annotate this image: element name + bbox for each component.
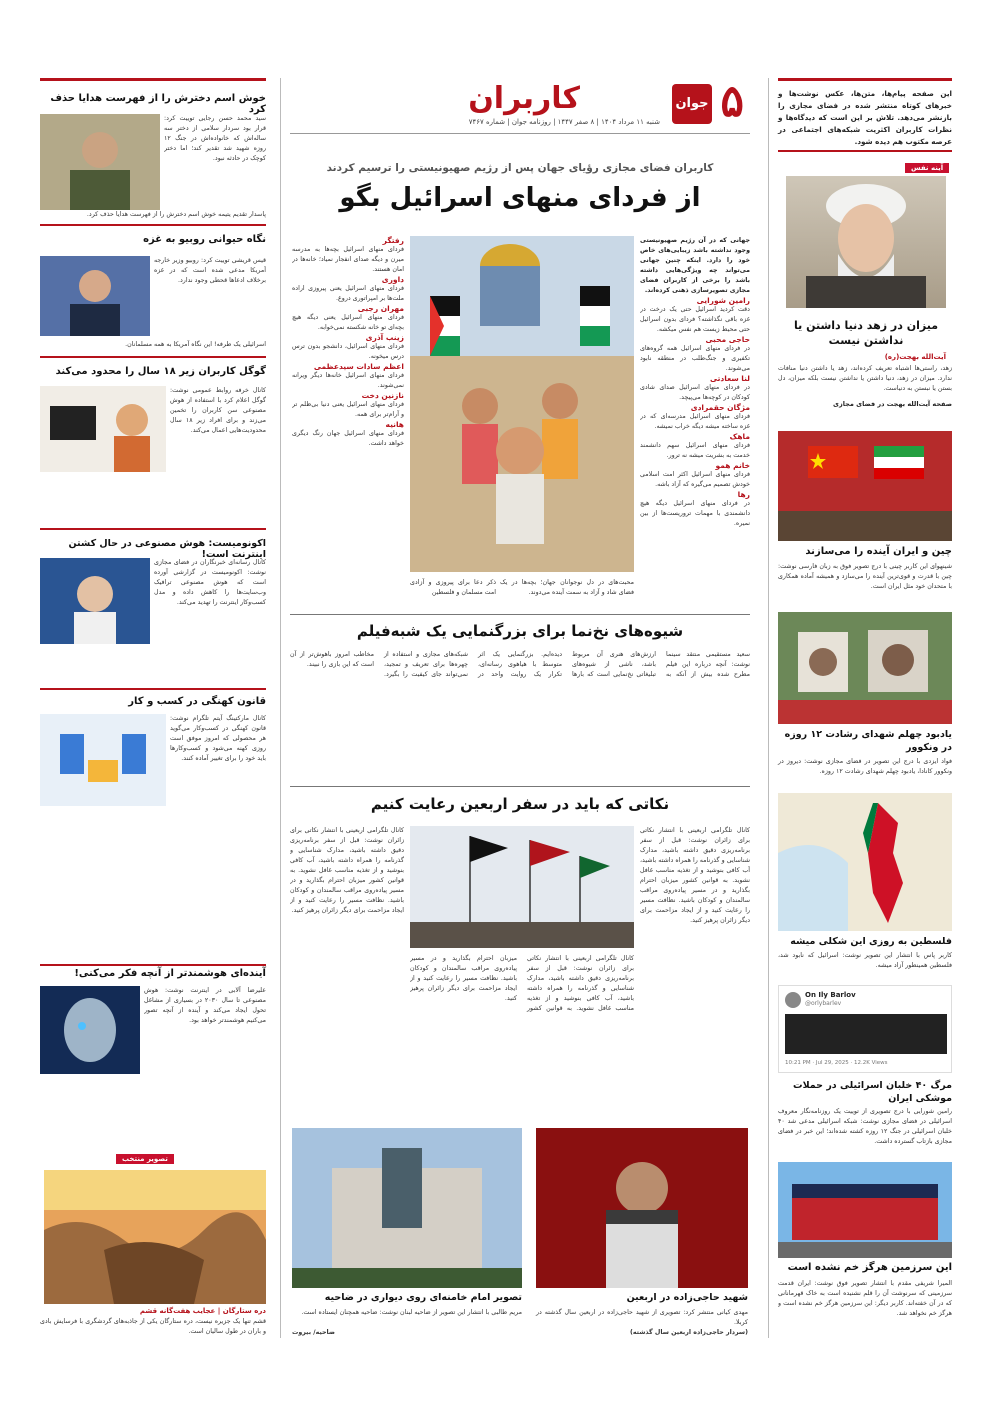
quote-left-3: [292, 333, 404, 362]
mizan-author: آیت‌الله بهجت(ره): [884, 353, 946, 361]
quote-right-5: [640, 461, 750, 490]
quote-text: در فردای منهای اسرائیل همه گروه‌های تکفیری و جنگ‌طلب در منطقه نابود می‌شوند.: [640, 345, 750, 372]
ai-child-illustration: [40, 558, 150, 644]
quote-text: فردای منهای اسرائیل سهم دانشمند خدمت به بشریت میشه نه ترور.: [640, 442, 750, 459]
main-kicker: کاربران فضای مجازی رؤیای جهان پس از رژیم صهیونیستی را ترسیم کردند: [326, 162, 714, 174]
photo2-body: مهدی کیانی منتشر کرد: تصویری از شهید حاجی‌زاده در اربعین سال گذشته در کربلا.: [536, 1309, 748, 1326]
mizan-body: زهد، راستی‌ها اشتباه تعریف کرده‌اند، زهد یا داشتن دنیا منافات ندارد. میزان در زهد، دنیا داشتن یا نداشتن نیست بلکه میزان، دل بستن یا نبستن به دنیاست.: [778, 365, 952, 392]
quote-right-3: [640, 403, 750, 432]
bahjat-portrait: [786, 176, 946, 308]
china-body: شینهوای این کاربر چینی با درج تصویر فوق به زبان فارسی نوشت: چین با قدرت و قوی‌ترین آینده را می‌سازد و همیشه آماده همکاری با متحدان خود مثل ایران است.: [778, 563, 952, 590]
photo-caption: محبت‌های در دل نوجوانان جهان؛ بچه‌ها در یک فضای شاد و آزاد به سمت آینده می‌دوند.: [500, 579, 634, 596]
quote-name: نازنین دخت: [361, 391, 404, 400]
photo1-body: مریم طالبی با انتشار این تصویر از ضاحیه لبنان نوشت: ضاحیه همچنان ایستاده است.: [301, 1309, 522, 1316]
palestine-map: [778, 793, 952, 931]
photo1-credit: ضاحیه/ بیروت: [292, 1329, 335, 1336]
quote-name: رفتگر: [382, 236, 404, 245]
arbaeen-title: نکاتی که باید در سفر اربعین رعایت کنیم: [370, 795, 670, 813]
divider: [40, 356, 266, 358]
item5-body: کانال مارکتینگ آیتم تلگرام نوشت: قانون کهنگی در کسب‌وکار می‌گوید هر محصولی که امروز موفق است روزی کهنه می‌شود و کسب‌وکارها باید خود را برای تغییر آماده کنند.: [170, 715, 266, 762]
commander-photo: [40, 114, 160, 210]
quote-name: هانیه: [385, 420, 404, 429]
china-title: چین و ایران آینده را می‌سازند: [805, 546, 952, 557]
vancouver-memorial-photo: [778, 612, 952, 724]
valley-illustration: [44, 1170, 266, 1304]
quote-right-1: [640, 335, 750, 374]
divider: [40, 688, 266, 690]
mizan-source: صفحه آیت‌الله بهجت در فضای مجازی: [833, 400, 952, 408]
quote-right-2: [640, 374, 750, 403]
item6-body: علیرضا آلابی در اینترنت نوشت: هوش مصنوعی تا سال ۲۰۳۰ در بسیاری از مشاغل تحول ایجاد می‌کند و آینده از آنچه تصور می‌کنیم هوشمندتر خواهد بود.: [144, 987, 266, 1024]
quote-text: فردای منهای اسرائیل بچه‌ها به مدرسه میرن و دیگه صدای انفجار نمیاد؛ خانه‌ها در امان هستند.: [292, 246, 404, 273]
map-illustration: [778, 793, 952, 931]
stars-valley-photo: [44, 1170, 266, 1304]
item3-body: کانال خرفه روابط عمومی نوشت: گوگل اعلام کرد با استفاده از هوش مصنوعی سن کاربران را تخمین می‌زند و برای افراد زیر ۱۸ سال محدودیت‌هایی اعمال می‌کند.: [170, 387, 266, 434]
mirror-badge: آینه نفس: [905, 163, 949, 173]
photo2-title: شهید حاجی‌زاده در اربعین: [626, 1292, 748, 1303]
masthead: [290, 78, 750, 130]
tweet-image: [785, 1014, 947, 1054]
rubio-photo: [40, 256, 150, 336]
quote-left-0: [292, 236, 404, 275]
children-running-photo: [410, 236, 634, 572]
martyrs-title: یادبود چهلم شهدای رشادت ۱۲ روزه در ونکوور: [784, 729, 952, 753]
quote-text: فردای منهای اسرائیل اکثر امت اسلامی خودش تصمیم می‌گیره که آزاد باشه.: [640, 471, 750, 488]
item4-title: اکونومیست: هوش مصنوعی در حال کشتن اینترنت است!: [68, 538, 266, 560]
quote-text: فردای منهای اسرائیل یعنی پیروزی اراده ملت‌ها بر امپراتوری دروغ.: [292, 285, 404, 302]
feature-bottom-rule: [290, 614, 750, 615]
martyrs-body: فواد ایزدی با درج این تصویر در فضای مجازی نوشت: دیروز در ونکوور کانادا، یادبود چهلم شهدای رشادت ۱۲ روزه.: [778, 758, 952, 775]
divider: [778, 150, 952, 152]
quote-left-5: [292, 391, 404, 420]
portrait-illustration: [786, 176, 946, 308]
item2-caption: اسرائیلی یک طرفه! این نگاه آمریکا به همه مسلمانان.: [125, 341, 266, 348]
main-lead: جهانی که در آن رژیم صهیونیستی وجود نداشته باشد زیبایی‌های خاص خود را دارد. اینکه چنین جهانی می‌تواند چه ویژگی‌هایی داشته باشد را برخی از کاربران فضای مجازی تصویرسازی ذهنی کرده‌اند.: [640, 237, 750, 294]
quote-left-2: [292, 304, 404, 333]
quote-right-0: [640, 296, 750, 335]
robot-illustration: [40, 986, 140, 1074]
quote-name: خانم همو: [715, 461, 750, 470]
quotes-left: [292, 236, 404, 606]
tweet-time: 10:21 PM · Jul 29, 2025 · 12.2K Views: [785, 1060, 888, 1066]
tweet-handle: @orlybarlev: [805, 1000, 842, 1007]
quotes-right: [640, 296, 750, 626]
quote-left-4: [292, 362, 404, 391]
mural-photo: [778, 1162, 952, 1258]
quote-text: دقت کردید اسرائیل حتی یک درخت در غزه باقی نگذاشته؟ فردای بدون اسرائیل حتی محیط زیست هم نفس میکشه.: [640, 306, 750, 333]
item1-body: سید محمد حسن رجایی توییت کرد: قرار بود سردار سلامی از دختر سه ساله‌اش که خانواده‌اش در جنگ ۱۲ روزه شهید شد تقدیر کند؛ اما دختر کوچک در حادثه نبود.: [164, 115, 266, 162]
quote-text: در فردای منهای اسرائیل دیگه هیچ دانشمندی با مهمات تروریست‌ها از بین نمیره.: [640, 500, 750, 527]
child-computer-photo: [40, 386, 166, 472]
masthead-rule: [290, 133, 750, 134]
dateline: شنبه ۱۱ مرداد ۱۴۰۴ | ۸ صفر ۱۴۴۷ | روزنامه جوان | شماره ۷۴۶۷: [468, 118, 660, 126]
quote-name: رامین شورایی: [696, 296, 750, 305]
mural-title: این سرزمین هرگز خم نشده است: [787, 1262, 952, 1273]
item2-title: نگاه حیوانی روبیو به غزه: [143, 234, 266, 245]
building-illustration: [292, 1128, 522, 1288]
flags-illustration: [778, 431, 952, 541]
item5-title: قانون کهنگی در کسب و کار: [128, 696, 266, 707]
right-col-divider: [768, 78, 769, 1338]
quote-right-6: [640, 490, 750, 529]
arbaeen-flags-photo: [410, 826, 634, 948]
item2-body: قیس قریشی توییت کرد: روبیو وزیر خارجه آمریکا مدعی شده است که در غزه برخلاف ادعاها قحطی وجود ندارد.: [154, 257, 266, 284]
mizan-title: میزان در زهد دنیا داشتن یا نداشتن نیست: [793, 319, 939, 347]
divider: [40, 528, 266, 530]
photo1-title: تصویر امام خامنه‌ای روی دیواری در ضاحیه: [324, 1292, 522, 1303]
quote-text: فردای منهای اسرائیل، دانشجو بدون ترس درس میخونه.: [292, 343, 404, 360]
tweet-card: [778, 985, 952, 1073]
divider: [40, 964, 266, 966]
right-col-intro: این صفحه پیام‌ها، متن‌ها، عکس نوشت‌ها و خبرهای کوتاه منتشر شده در فضای مجازی را بازنشر می‌دهد. تلاش بر این است که دیدگاه‌ها و نظرات کاربران اکثریت شبکه‌های اجتماعی در عرصه مکتوب هم دیده شود.: [778, 89, 952, 146]
mural-illustration: [778, 1162, 952, 1258]
quote-text: فردای منهای اسرائیل جهان رنگ دیگری خواهد داشت.: [292, 430, 404, 447]
photo2-credit: (سردار حاجی‌زاده اربعین سال گذشته): [629, 1329, 748, 1336]
pilgrims-illustration: [410, 826, 634, 948]
map-title: فلسطین به روزی این شکلی میشه: [790, 936, 952, 947]
item4-body: کانال رسانه‌ای خبرنگاران در فضای مجازی نوشت: اکونومیست در گزارشی آورده است که هوش مصنوعی ترافیک وب‌سایت‌ها را کاهش داده و مدل کسب‌وکار اینترنت را تهدید می‌کند.: [154, 559, 266, 606]
item6-title: آینده‌ای هوشمندتر از آنچه فکر می‌کنی!: [74, 968, 266, 979]
quote-name: اعظم سادات سیدعظمی: [313, 362, 404, 371]
right-col-top-rule: [778, 78, 952, 81]
quote-left-1: [292, 275, 404, 304]
item3-title: گوگل کاربران زیر ۱۸ سال را محدود می‌کند: [55, 366, 266, 377]
arbaeen-body-left: کانال تلگرامی اربعینی با انتشار نکاتی برای زائران نوشت: قبل از سفر برنامه‌ریزی دقیق داشته باشید، مدارک شناسایی و گذرنامه را همراه داشته باشید، آب کافی بنوشید و از تغذیه مناسب غافل نشوید. به قوانین کشور میزبان احترام بگذارید و در مسیر پیاده‌روی مراقب سالمندان و کودکان باشید. نظافت مسیر را رعایت کنید و از ایجاد مزاحمت برای دیگر زائران پرهیز کنید.: [290, 827, 404, 914]
item1-caption: پاسدار تقدیم یتیمه خوش اسم دخترش را از فهرست هدایا حذف کرد.: [86, 211, 266, 218]
china-iran-flags-photo: [778, 431, 952, 541]
quote-name: مژگان حقمرادی: [690, 403, 750, 412]
shows-bottom-rule: [290, 786, 750, 787]
divider: [40, 224, 266, 226]
shows-body: سعید مستقیمی منتقد سینما نوشت: آنچه درباره این فیلم مطرح شده بیش از آنکه به ارزش‌های هنری آن مربوط باشد، ناشی از شیوه‌های تبلیغاتی نخ‌نمایی است که بارها دیده‌ایم. بزرگنمایی یک اثر متوسط با هیاهوی رسانه‌ای، تکرار یک روایت واحد در شبکه‌های مجازی و استفاده از چهره‌ها برای تعریف و تمجید، نمی‌تواند جای کیفیت را بگیرد. مخاطب امروز باهوش‌تر از آن است که این بازی را نبیند.: [290, 651, 750, 678]
avatar: [785, 992, 801, 1008]
left-col-divider: [280, 78, 281, 1338]
dahiyeh-building-photo: [292, 1128, 522, 1288]
tweet-name: On Ily Barlov: [805, 991, 856, 999]
left-col-top-rule: [40, 78, 266, 81]
commander-illustration: [40, 114, 160, 210]
ai-child-photo: [40, 558, 150, 644]
quote-name: ماهک: [729, 432, 750, 441]
section-title: کاربران: [468, 81, 580, 116]
picture-badge: تصویر منتخب: [116, 1154, 174, 1164]
page-number: ۵: [720, 76, 744, 127]
quote-text: در فردای منهای اسرائیل صدای شادی کودکان در کوچه‌ها می‌پیچد.: [640, 384, 750, 401]
arbaeen-body-center: کانال تلگرامی اربعینی با انتشار نکاتی برای زائران نوشت: قبل از سفر برنامه‌ریزی دقیق داشته باشید، مدارک شناسایی و گذرنامه را همراه داشته باشید، آب کافی بنوشید و از تغذیه مناسب غافل نشوید. به قوانین کشور میزبان احترام بگذارید و در مسیر پیاده‌روی مراقب سالمندان و کودکان باشید. نظافت مسیر را رعایت کنید و از ایجاد مزاحمت برای دیگر زائران پرهیز کنید.: [410, 955, 634, 1012]
quote-name: حاجی محبی: [705, 335, 750, 344]
picture-body: قشم تنها یک جزیره نیست، دره ستارگان یکی از جاذبه‌های گردشگری با فرسایش بادی و باران در طول سالیان است.: [40, 1318, 266, 1335]
robot-photo: [40, 986, 140, 1074]
tweet-title: مرگ ۴۰ خلبان اسرائیلی در حملات موشکی ایران: [793, 1080, 952, 1104]
quote-text: فردای منهای اسرائیل یعنی دنیا بی‌ظلم تر و آرام‌تر برای همه.: [292, 401, 404, 418]
quote-name: داوری: [381, 275, 404, 284]
hajizadeh-illustration: [536, 1128, 748, 1288]
quote-name: لنا سعادتی: [710, 374, 750, 383]
rubio-illustration: [40, 256, 150, 336]
arbaeen-body-right: کانال تلگرامی اربعینی با انتشار نکاتی برای زائران نوشت: قبل از سفر برنامه‌ریزی دقیق داشته باشید، مدارک شناسایی و گذرنامه را همراه داشته باشید، آب کافی بنوشید و از تغذیه مناسب غافل نشوید. به قوانین کشور میزبان احترام بگذارید و در مسیر پیاده‌روی مراقب سالمندان و کودکان باشید. نظافت مسیر را رعایت کنید و از ایجاد مزاحمت برای دیگر زائران پرهیز کنید.: [640, 827, 750, 924]
quote-text: فردای منهای اسرائیل مدرسه‌ای که در غزه ساخته میشه دیگه خراب نمیشه.: [640, 413, 750, 430]
handshake-illustration: [40, 714, 166, 806]
item1-title: خوش اسم دخترش را از فهرست هدایا حذف کرد: [50, 93, 266, 115]
children-illustration: [410, 236, 634, 572]
tweet-body: رامین شورایی با درج تصویری از توییت یک روزنامه‌نگار معروف اسرائیلی در فضای مجازی نوشت: شبکه اسرائیلی مدعی شد ۴۰ خلبان اسرائیلی در جنگ ۱۲ روزه کشته شده‌اند؛ این خبر در فضای مجازی بازتاب گسترده داشت.: [778, 1108, 952, 1145]
hajizadeh-photo: [536, 1128, 748, 1288]
business-illustration: [40, 714, 166, 806]
quote-text: فردای منهای اسرائیل یعنی دیگه هیچ بچه‌ای تو خانه شکسته نمی‌خوابه.: [292, 314, 404, 331]
quote-name: زینب آذری: [365, 333, 404, 342]
quote-left-6: [292, 420, 404, 449]
logo: جوان: [672, 84, 712, 124]
quote-text: فردای منهای اسرائیل خانه‌ها دیگر ویرانه نمی‌شوند.: [292, 372, 404, 389]
child-illustration: [40, 386, 166, 472]
memorial-illustration: [778, 612, 952, 724]
shows-title: شیوه‌های نخ‌نما برای بزرگنمایی یک شبه‌فیلم: [356, 622, 684, 640]
quote-name: رها: [737, 490, 750, 499]
main-headline: از فردای منهای اسرائیل بگو: [339, 183, 701, 213]
photo-caption-2: ذکر دعا برای پیروزی و آزادی امت مسلمان و فلسطین: [410, 579, 496, 596]
mural-body: المیرا شریفی مقدم با انتشار تصویر فوق نوشت: ایران قدمت سرزمینی که سرنوشت آن را قلم نشنیده است به خاک قهرمانانی که در آن خفته‌اند. کاربر دیگر: این سرزمین هرگز خم نشده است و هرگز خم نخواهد شد.: [778, 1280, 952, 1317]
picture-caption: دره ستارگان | عجایب هفت‌گانه قشم: [139, 1307, 266, 1315]
quote-name: مهران رجبی: [357, 304, 404, 313]
quote-right-4: [640, 432, 750, 461]
map-body: کاربر پاس با انتشار این تصویر نوشت: اسرائیل که نابود شد، فلسطین همینطور آزاد میشه.: [778, 952, 952, 969]
